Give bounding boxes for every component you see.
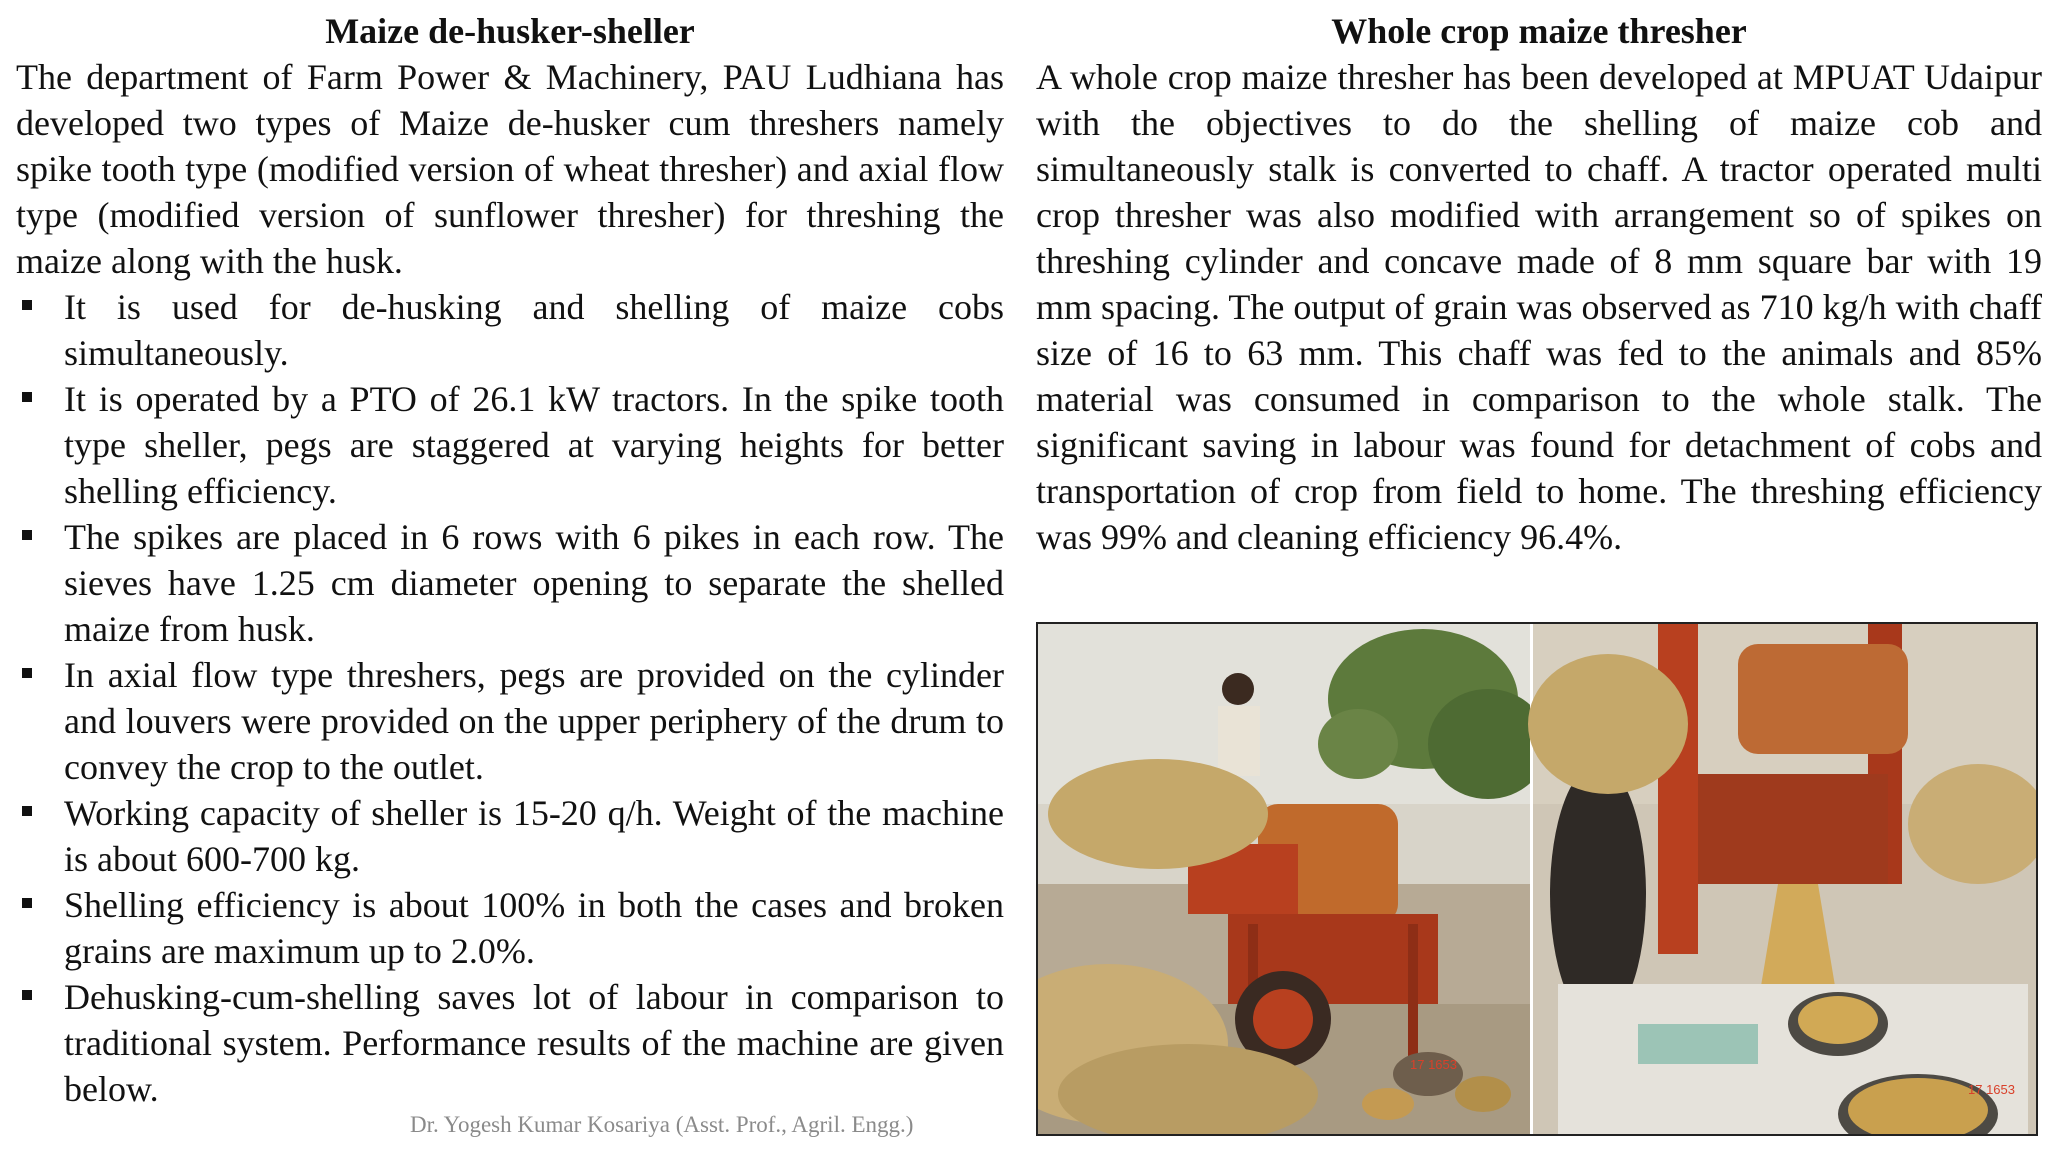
field-scene-photo — [1038, 624, 1548, 1134]
square-bullet-icon — [22, 898, 32, 908]
left-intro: The department of Farm Power & Machinery, PAU Ludhiana has developed two types of Maize de-husker cum threshers namely spike tooth type (modified version of wheat thresher) and axial flow type (modified version of sunflower thresher) for threshing the maize along with the husk. — [16, 57, 1004, 281]
square-bullet-icon — [22, 668, 32, 678]
bullet-item — [16, 652, 1004, 790]
square-bullet-icon — [22, 530, 32, 540]
square-bullet-icon — [22, 300, 32, 310]
grain-outlet-photo — [1528, 624, 2036, 1134]
bullet-text: It is operated by a PTO of 26.1 kW tractors. In the spike tooth type sheller, pegs are staggered at varying heights for better shelling efficiency. — [64, 379, 1004, 511]
bullet-item — [16, 376, 1004, 514]
bullet-text: In axial flow type threshers, pegs are provided on the cylinder and louvers were provided on the upper periphery of the drum to convey the crop to the outlet. — [64, 655, 1004, 787]
photo-stamp-right: 17 1653 — [1968, 1082, 2015, 1097]
bullet-text: Dehusking-cum-shelling saves lot of labour in comparison to traditional system. Performance results of the machine are given below. — [64, 977, 1004, 1109]
bullet-item — [16, 974, 1004, 1112]
square-bullet-icon — [22, 806, 32, 816]
bullet-text: Working capacity of sheller is 15-20 q/h. Weight of the machine is about 600-700 kg. — [64, 793, 1004, 879]
bullet-item — [16, 790, 1004, 882]
bullet-text: Shelling efficiency is about 100% in both the cases and broken grains are maximum up to 2.0%. — [64, 885, 1004, 971]
bullet-item — [16, 284, 1004, 376]
square-bullet-icon — [22, 990, 32, 1000]
left-heading: Maize de-husker-sheller — [325, 11, 695, 51]
right-body: A whole crop maize thresher has been developed at MPUAT Udaipur with the objectives to do the shelling of maize cob and simultaneously stalk is converted to chaff. A tractor operated multi crop thresher was also modified with arrangement so of spikes on threshing cylinder and concave made of 8 mm square bar with 19 mm spacing. The output of grain was observed as 710 kg/h with chaff size of 16 to 63 mm. This chaff was fed to the animals and 85% material was consumed in comparison to the whole stalk. The significant saving in labour was found for detachment of cobs and transportation of crop from field to home. The threshing efficiency was 99% and cleaning efficiency 96.4%. — [1036, 57, 2042, 557]
bullet-text: It is used for de-husking and shelling of maize cobs simultaneously. — [64, 287, 1004, 373]
left-column — [16, 8, 1004, 1112]
bullet-text: The spikes are placed in 6 rows with 6 pikes in each row. The sieves have 1.25 cm diameter opening to separate the shelled maize from husk. — [64, 517, 1004, 649]
right-heading: Whole crop maize thresher — [1331, 11, 1747, 51]
thresher-photo — [1036, 622, 2038, 1136]
bullet-item — [16, 514, 1004, 652]
author-footer: Dr. Yogesh Kumar Kosariya (Asst. Prof., Agril. Engg.) — [410, 1112, 914, 1137]
square-bullet-icon — [22, 392, 32, 402]
left-bullet-list — [16, 284, 1004, 1112]
right-column — [1036, 8, 2042, 560]
thresher-photo-illustration — [1038, 624, 2036, 1134]
bullet-item — [16, 882, 1004, 974]
photo-stamp-left: 17 1653 — [1410, 1057, 1457, 1072]
